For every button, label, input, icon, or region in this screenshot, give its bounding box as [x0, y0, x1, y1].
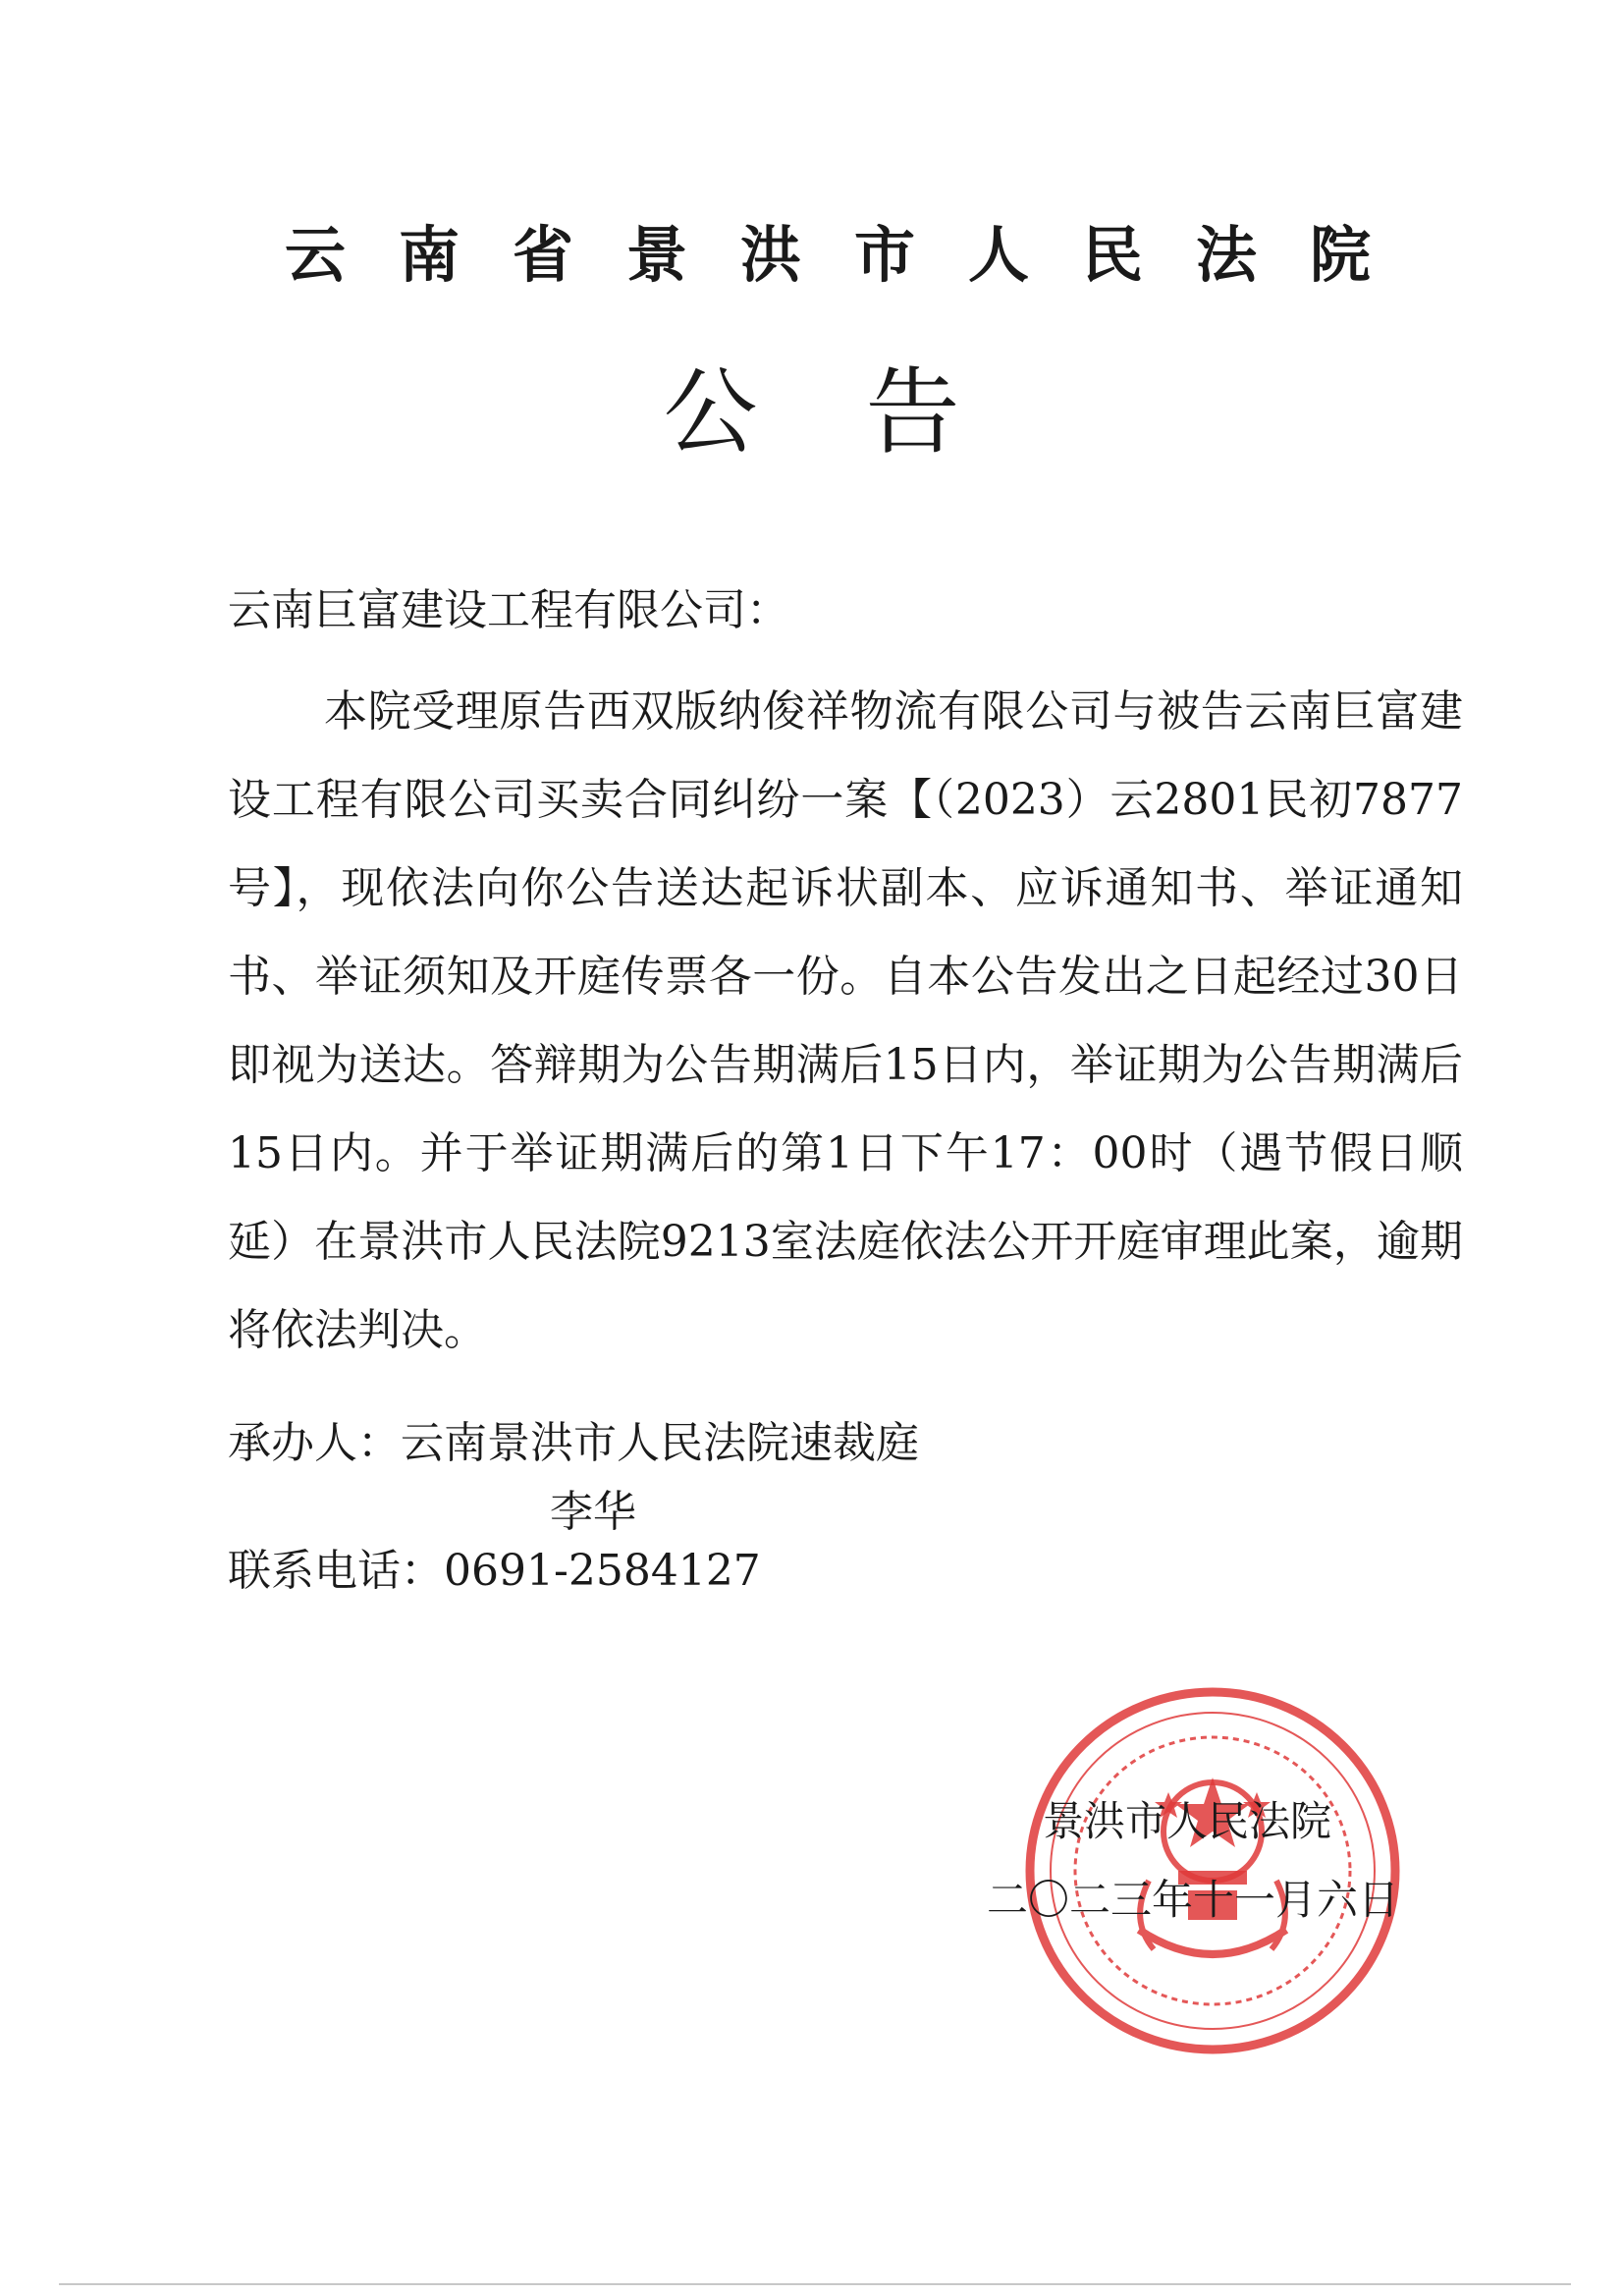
- signature-court: 景洪市人民法院: [1043, 1797, 1332, 1845]
- document-title: 公告: [663, 357, 1068, 467]
- handler-name: 李华: [550, 1487, 636, 1537]
- notice-body: 本院受理原告西双版纳俊祥物流有限公司与被告云南巨富建设工程有限公司买卖合同纠纷一案【（2023）云2801民初7877号】，现依法向你公告送达起诉状副本、应诉通知书、举证通知书、举证须知及开庭传票各一份。自本公告发出之日起经过30日即视为送达。答辩期为公告期满后15日内，举证期为公告期满后15日内。并于举证期满后的第1日下午17：00时（遇节假日顺延）在景洪市人民法院9213室法庭依法公开开庭审理此案，逾期将依法判决。: [228, 686, 1463, 1355]
- contact-phone: 0691-2584127: [444, 1546, 761, 1596]
- page-bottom-rule: [59, 2283, 1571, 2285]
- addressee: 云南巨富建设工程有限公司：: [228, 585, 789, 635]
- court-name-heading: 云南省景洪市人民法院: [285, 219, 1425, 291]
- handler-department: 云南景洪市人民法院速裁庭: [401, 1418, 919, 1468]
- handler-row: [228, 1414, 919, 1473]
- handler-label: 承办人：: [228, 1418, 401, 1468]
- contact-label: 联系电话：: [228, 1546, 444, 1596]
- signature-date: 二〇二三年十一月六日: [987, 1876, 1400, 1924]
- contact-row: [228, 1542, 761, 1601]
